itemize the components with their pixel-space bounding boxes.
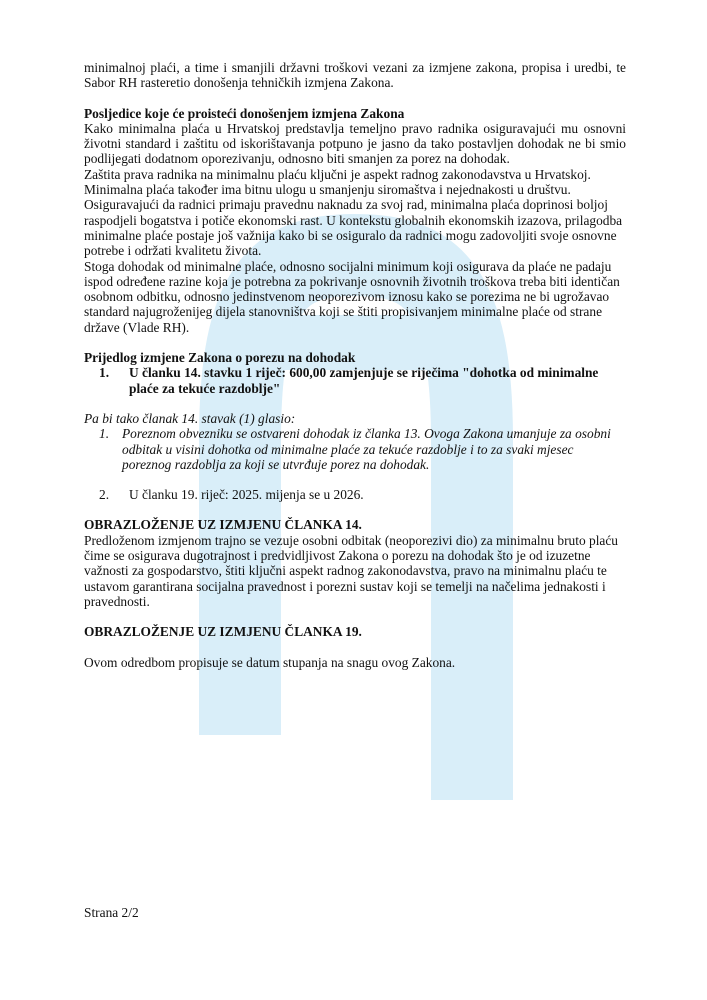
explanation-19-heading: OBRAZLOŽENJE UZ IZMJENU ČLANKA 19. xyxy=(84,624,362,640)
proposal-heading: Prijedlog izmjene Zakona o porezu na dohodak xyxy=(84,350,356,366)
proposal-item-1-number: 1. xyxy=(99,365,110,381)
quoted-article xyxy=(84,426,626,472)
explanation-14-heading: OBRAZLOŽENJE UZ IZMJENU ČLANKA 14. xyxy=(84,517,362,533)
consequences-paragraph-3: Stoga dohodak od minimalne plaće, odnosno socijalni minimum koji osigurava da plaće ne padaju ispod određene razine koja je potrebna za pokrivanje osnovnih životnih troškova treba biti identičan osobnom odbitku, odnosno jedinstvenom neoporezivom iznosu kako se porezima ne bi ugrožavao standard najugroženijeg dijela stanovništva koji se štiti propisivanjem minimalne plaće od strane države (Vlade RH). xyxy=(84,258,620,335)
explanation-14-text: Predloženom izmjenom trajno se vezuje osobni odbitak (neoporezivi dio) za minimalnu bruto plaću čime se osigurava dugotrajnost i predvidljivost Zakona o porezu na dohodak što je od izuzetne važnosti za gospodarstvo, štiti ključni aspekt radnog zakonodavstva, pravo na minimalnu plaću te ustavom garantirana socijalna pravednost i porezni sustav koji se temelji na načelima jednakosti i pravednosti. xyxy=(84,532,618,609)
quoted-article-text: Poreznom obvezniku se ostvareni dohodak iz članka 13. Ovoga Zakona umanjuje za osobni odbitak u visini dohotka od minimalne plaće za tekuće razdoblje i to za svaki mjesec poreznog razdoblja za koji se utvrđuje porez na dohodak. xyxy=(122,426,611,472)
proposal-item-2-number: 2. xyxy=(99,487,110,503)
consequences-paragraph-1: Kako minimalna plaća u Hrvatskoj predstavlja temeljno pravo radnika osiguravajući mu osnovni životni standard i zaštitu od iskorištavanja potpuno je jasno da tako postavljen dohodak ne bi smio podlijegati dodatnom oporezivanju, odnosno biti smanjen za porez na dohodak. xyxy=(84,120,626,167)
explanation-19-text: Ovom odredbom propisuje se datum stupanja na snagu ovog Zakona. xyxy=(84,654,456,670)
proposal-item-2 xyxy=(84,487,626,502)
consequences-paragraph-2: Zaštita prava radnika na minimalnu plaću ključni je aspekt radnog zakonodavstva u Hrvatskoj. Minimalna plaća također ima bitnu ulogu u smanjenju siromaštva i nejednakosti u društvu. Osiguravajući da radnici primaju pravednu naknadu za svoj rad, minimalna plaća doprinosi boljoj raspodjeli bogatstva i potiče ekonomski rast. U kontekstu globalnih ekonomskih izazova, prilagodba minimalne plaće postaje još važnija kako bi se osiguralo da radnici mogu zadovoljiti svoje osnovne potrebe i održati kvalitetu života. xyxy=(84,166,623,259)
proposal-intro: Pa bi tako članak 14. stavak (1) glasio: xyxy=(84,410,296,426)
document-page xyxy=(84,60,626,670)
quoted-article-number: 1. xyxy=(99,426,110,442)
opening-paragraph: minimalnoj plaći, a time i smanjili državni troškovi vezani za izmjene zakona, propisa i uredbi, te Sabor RH rasteretio donošenja tehničkih izmjena Zakona. xyxy=(84,60,626,91)
proposal-item-1-text: U članku 14. stavku 1 riječ: 600,00 zamjenjuje se riječima "dohotka od minimalne plaće za tekuće razdoblje" xyxy=(129,365,599,396)
page-number: Strana 2/2 xyxy=(84,905,139,920)
proposal-item-1 xyxy=(84,365,626,396)
consequences-heading: Posljedice koje će proisteći donošenjem izmjena Zakona xyxy=(84,105,405,121)
proposal-item-2-text: U članku 19. riječ: 2025. mijenja se u 2026. xyxy=(129,487,364,503)
